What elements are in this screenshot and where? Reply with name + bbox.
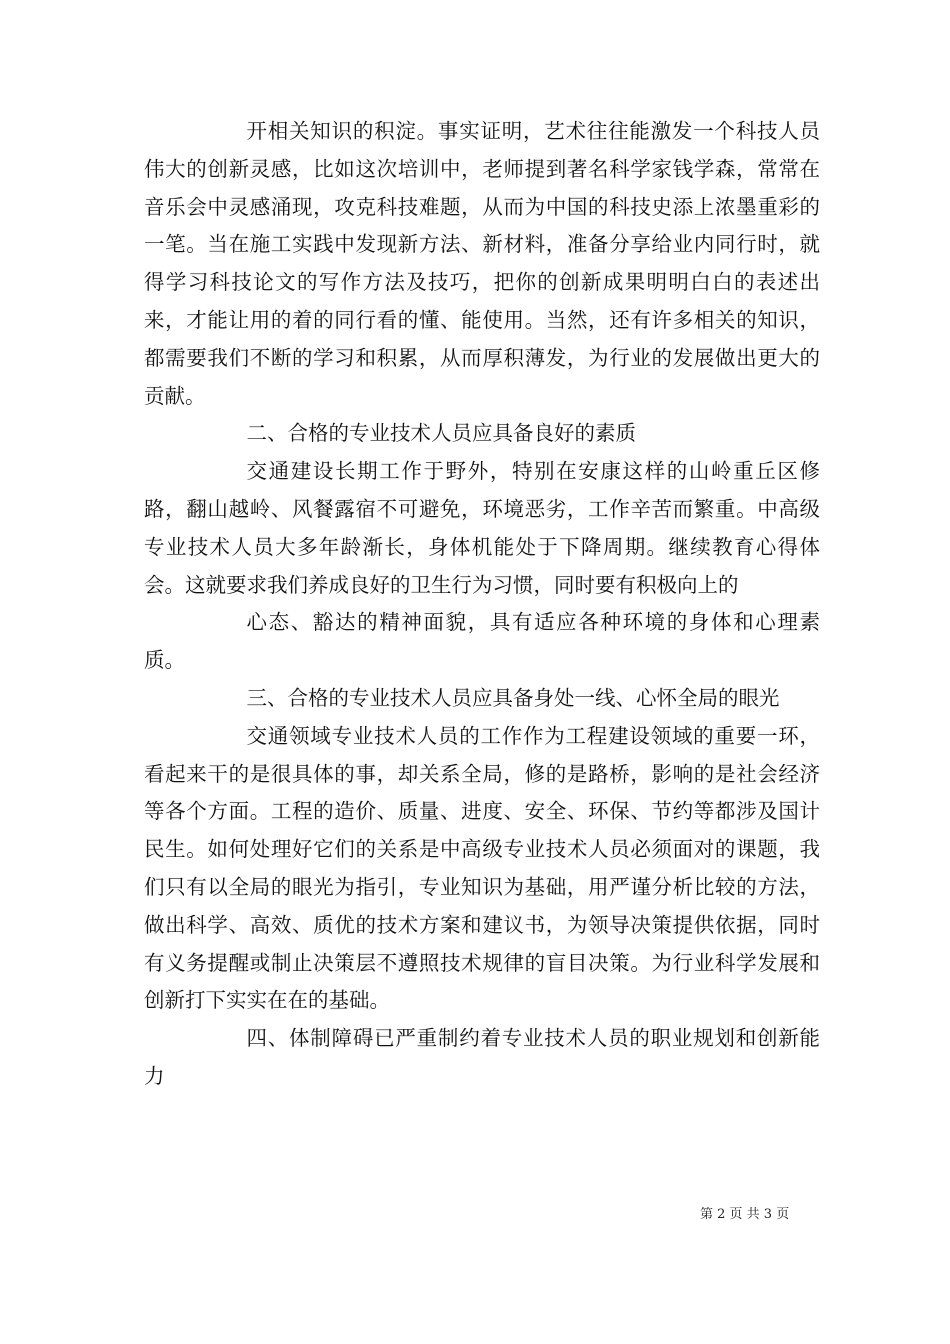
page-number-footer: 第 2 页 共 3 页 [700, 1207, 790, 1222]
section-heading-quality: 二、合格的专业技术人员应具备良好的素质 [246, 421, 636, 446]
section-heading-institutional-barriers: 四、体制障碍已严重制约着专业技术人员的职业规划和创新能力 [144, 1026, 820, 1088]
document-body [144, 113, 820, 1096]
paragraph-field-work: 交通建设长期工作于野外，特别在安康这样的山岭重丘区修路，翻山越岭、风餐露宿不可避免，环境恶劣，工作辛苦而繁重。中高级专业技术人员大多年龄渐长，身体机能处于下降周期。继续教育心得体会。这就要求我们养成良好的卫生行为习惯，同时要有积极向上的 [144, 459, 820, 597]
section-heading-vision: 三、合格的专业技术人员应具备身处一线、心怀全局的眼光 [246, 685, 780, 710]
paragraph-mindset: 心态、豁达的精神面貌，具有适应各种环境的身体和心理素质。 [144, 610, 820, 673]
paragraph-overall-view: 交通领域专业技术人员的工作作为工程建设领域的重要一环，看起来干的是很具体的事，却关系全局，修的是路桥，影响的是社会经济等各个方面。工程的造价、质量、进度、安全、环保、节约等都涉及国计民生。如何处理好它们的关系是中高级专业技术人员必须面对的课题，我们只有以全局的眼光为指引，专业知识为基础，用严谨分析比较的方法，做出科学、高效、质优的技术方案和建议书，为领导决策提供依据，同时有义务提醒或制止决策层不遵照技术规律的盲目决策。为行业科学发展和创新打下实实在在的基础。 [144, 723, 820, 1013]
paragraph-knowledge-accumulation: 开相关知识的积淀。事实证明，艺术往往能激发一个科技人员伟大的创新灵感，比如这次培训中，老师提到著名科学家钱学森，常常在音乐会中灵感涌现，攻克科技难题，从而为中国的科技史添上浓墨重彩的一笔。当在施工实践中发现新方法、新材料，准备分享给业内同行时，就得学习科技论文的写作方法及技巧，把你的创新成果明明白白的表述出来，才能让用的着的同行看的懂、能使用。当然，还有许多相关的知识，都需要我们不断的学习和积累，从而厚积薄发，为行业的发展做出更大的贡献。 [144, 119, 820, 408]
